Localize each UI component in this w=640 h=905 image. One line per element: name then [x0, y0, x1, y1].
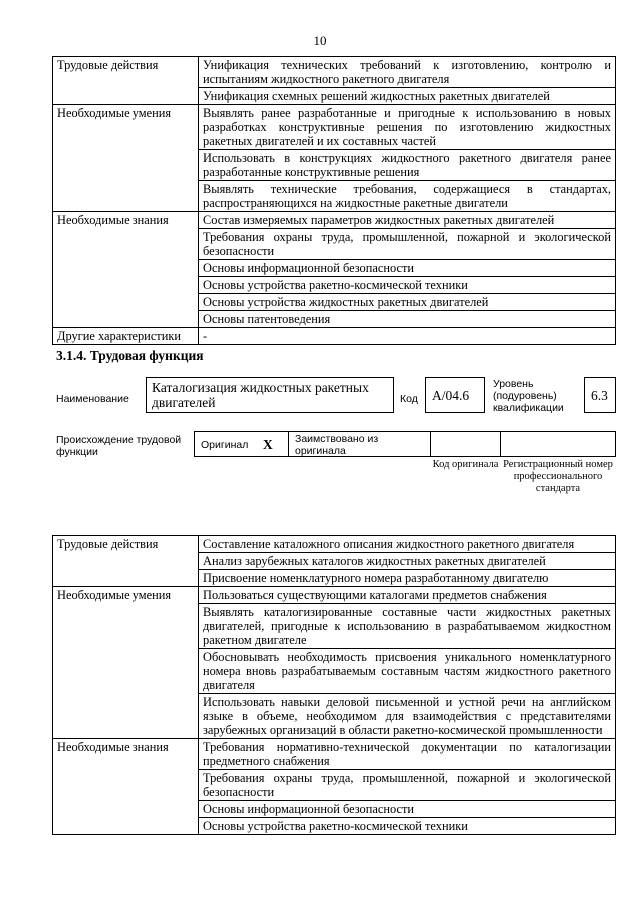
name-box: [146, 377, 394, 413]
table-cell: Использовать навыки деловой письменной и устной речи на английском языке в объеме, необходимом для взаимодействия с представителями зарубежных организаций в области ракетно-космической промышленности: [199, 694, 616, 739]
table-row: [53, 587, 616, 604]
table-cell: Выявлять ранее разработанные и пригодные к использованию в новых разработках конструктивные решения по изготовлению жидкостных ракетных двигателей и их составных частей: [199, 105, 616, 150]
table-cell: Анализ зарубежных каталогов жидкостных ракетных двигателей: [199, 553, 616, 570]
table-cell: Составление каталожного описания жидкостного ракетного двигателя: [199, 536, 616, 553]
table-row: [53, 328, 616, 345]
reg-number-box: [500, 431, 616, 457]
borrowed-label: Заимствовано из оригинала: [295, 433, 379, 457]
table-cell: Требования нормативно-технической документации по каталогизации предметного снабжения: [199, 739, 616, 770]
competency-table-1: [52, 56, 616, 345]
table-row: [53, 536, 616, 553]
code-label: Код: [400, 393, 418, 405]
row-group-label: Трудовые действия: [53, 57, 199, 105]
table-cell: Унификация технических требований к изготовлению, контролю и испытаниям жидкостного ракетного двигателя: [199, 57, 616, 88]
table-cell: Использовать в конструкциях жидкостного ракетного двигателя ранее разработанные конструктивные решения: [199, 150, 616, 181]
level-label: Уровень (подуровень) квалификации: [493, 378, 564, 414]
table-row: [53, 212, 616, 229]
table-row: [53, 105, 616, 150]
name-label: Наименование: [56, 393, 129, 405]
table-cell: Состав измеряемых параметров жидкостных ракетных двигателей: [199, 212, 616, 229]
section-title: 3.1.4. Трудовая функция: [56, 348, 204, 363]
original-mark: X: [263, 437, 273, 452]
table-row: [53, 739, 616, 770]
row-group-label: Необходимые знания: [53, 212, 199, 328]
row-group-label: Необходимые умения: [53, 105, 199, 212]
original-code-box: [430, 431, 501, 457]
original-box: [194, 431, 289, 457]
function-code: A/04.6: [432, 388, 470, 403]
table-cell: Пользоваться существующими каталогами предметов снабжения: [199, 587, 616, 604]
table-cell: Основы устройства ракетно-космической техники: [199, 277, 616, 294]
code-box: [425, 377, 485, 413]
table-cell: Требования охраны труда, промышленной, пожарной и экологической безопасности: [199, 770, 616, 801]
reg-number-caption: Регистрационный номер профессионального стандарта: [503, 459, 613, 494]
table-cell: Основы устройства ракетно-космической техники: [199, 818, 616, 835]
table-cell: Основы информационной безопасности: [199, 260, 616, 277]
competency-table-2: [52, 535, 616, 835]
table-cell: Основы патентоведения: [199, 311, 616, 328]
function-name: Каталогизация жидкостных ракетных двигателей: [152, 380, 369, 410]
table-cell: Требования охраны труда, промышленной, пожарной и экологической безопасности: [199, 229, 616, 260]
table-cell: -: [199, 328, 616, 345]
table-cell: Присвоение номенклатурного номера разработанному двигателю: [199, 570, 616, 587]
origin-label: Происхождение трудовой функции: [56, 434, 182, 458]
table-cell: Выявлять технические требования, содержащиеся в стандартах, распространяющихся на жидкостные ракетные двигатели: [199, 181, 616, 212]
row-group-label: Другие характеристики: [53, 328, 199, 345]
level-value: 6.3: [591, 388, 608, 403]
table-cell: Унификация схемных решений жидкостных ракетных двигателей: [199, 88, 616, 105]
table-cell: Основы информационной безопасности: [199, 801, 616, 818]
borrowed-box: [288, 431, 431, 457]
table-cell: Обосновывать необходимость присвоения уникального номенклатурного номера вновь разрабатываемым составным частям жидкостного ракетного двигателя: [199, 649, 616, 694]
original-label: Оригинал: [201, 439, 249, 451]
original-code-caption: Код оригинала: [432, 459, 499, 470]
table-cell: Выявлять каталогизированные составные части жидкостных ракетных двигателей, пригодные к использованию в разрабатываемом жидкостном ракетном двигателе: [199, 604, 616, 649]
level-box: [584, 377, 616, 413]
page-number: 10: [313, 33, 327, 48]
row-group-label: Необходимые умения: [53, 587, 199, 739]
table-cell: Основы устройства жидкостных ракетных двигателей: [199, 294, 616, 311]
row-group-label: Необходимые знания: [53, 739, 199, 835]
table-row: [53, 57, 616, 88]
row-group-label: Трудовые действия: [53, 536, 199, 587]
